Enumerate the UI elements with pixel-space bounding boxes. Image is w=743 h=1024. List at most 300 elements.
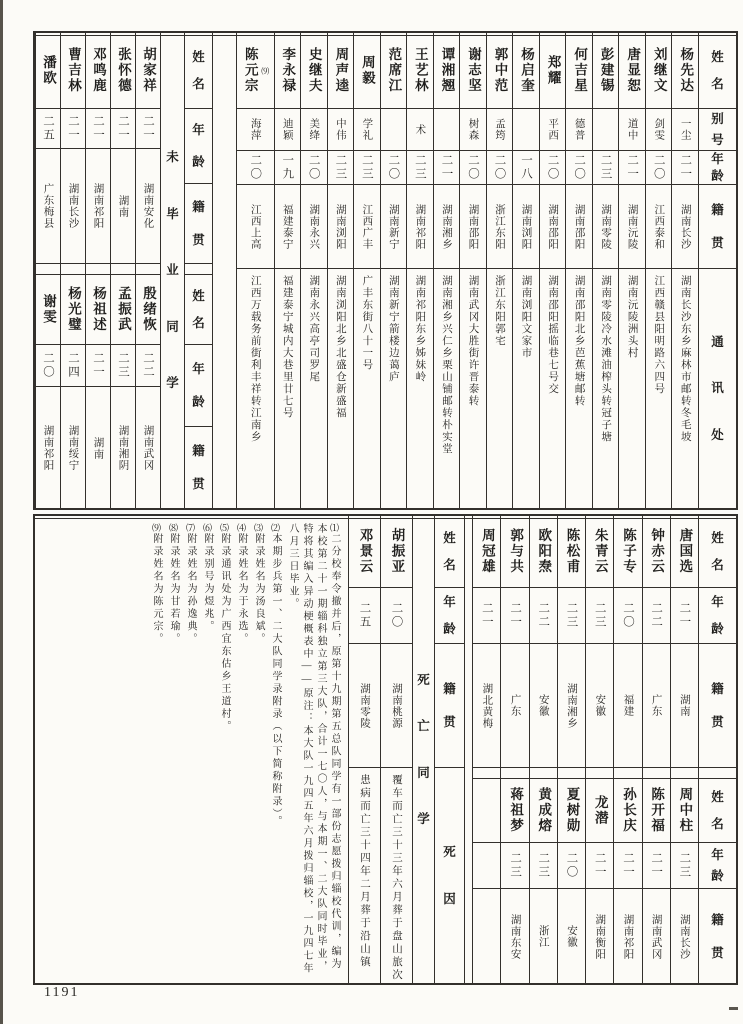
student-column xyxy=(433,33,460,508)
student-name: 杨祖述 xyxy=(91,286,106,333)
header-char: 籍 xyxy=(192,200,205,214)
student-address: 湖南邵阳北乡芭蕉塘邮转 xyxy=(573,275,585,407)
header-char: 年 xyxy=(711,848,724,862)
student-origin: 湖南零陵 xyxy=(359,682,370,729)
student-name: 胡家祥 xyxy=(141,47,156,94)
student-origin-cell xyxy=(614,889,641,984)
header-char: 贯 xyxy=(711,235,724,250)
student-origin: 江西广丰 xyxy=(361,203,373,250)
student-name: 刘继文 xyxy=(651,47,667,94)
student-alias: 中伟 xyxy=(334,118,346,141)
dec-header-age-chars xyxy=(435,588,464,643)
header-char: 姓 xyxy=(711,50,724,64)
bot-header-age-2 xyxy=(699,843,736,889)
header-char: 籍 xyxy=(711,203,724,217)
student-address-cell xyxy=(566,269,592,508)
header-char: 名 xyxy=(192,76,205,91)
student-age-cell xyxy=(501,588,528,644)
unfinished-student-column xyxy=(500,516,528,983)
student-name: 周冠雄 xyxy=(479,528,495,575)
student-age: 二〇 xyxy=(307,154,320,181)
student-name-cell xyxy=(136,275,160,345)
student-origin: 湖南湘乡 xyxy=(566,682,578,729)
student-name-cell xyxy=(530,779,557,843)
student-name: 钟赤云 xyxy=(649,528,665,575)
student-name: 夏树勋 xyxy=(564,787,580,834)
student-name: 龙潜 xyxy=(592,795,608,826)
label-char: 学 xyxy=(417,812,430,826)
student-column xyxy=(618,33,645,508)
student-address: 湖南浏阳北乡北盛仓新盛福 xyxy=(334,275,346,419)
student-alias: 学礼 xyxy=(361,118,373,141)
student-origin-cell xyxy=(86,387,110,509)
header-char: 贯 xyxy=(711,714,724,729)
student-name: 谢雯 xyxy=(41,294,56,325)
unfinished-section xyxy=(35,33,236,508)
student-alias-cell xyxy=(593,109,619,151)
deceased-section-label xyxy=(412,516,434,983)
dec-header-origin xyxy=(435,644,464,768)
student-origin: 湖南邵阳 xyxy=(467,203,479,250)
label-char: 同 xyxy=(166,319,179,334)
student-column xyxy=(236,33,274,508)
student-origin-cell xyxy=(36,387,60,509)
student-age-cell xyxy=(349,588,380,644)
header-char: 号 xyxy=(711,132,724,147)
student-age: 二一 xyxy=(92,115,104,142)
student-origin: 湖南 xyxy=(117,194,129,218)
student-age: 二一 xyxy=(678,602,691,629)
footnote-text: 附录姓名为陈元宗。 xyxy=(151,533,162,646)
student-age-cell xyxy=(460,151,486,185)
student-origin: 安徽 xyxy=(594,694,606,717)
student-age: 二一 xyxy=(626,154,639,181)
student-origin-cell xyxy=(237,185,274,269)
student-age: 二一 xyxy=(593,852,606,879)
student-origin: 湖南浏阳 xyxy=(334,203,346,250)
student-origin: 湖南绥宁 xyxy=(67,425,79,471)
student-origin: 湖南东安 xyxy=(509,913,521,960)
unfinished-student-column xyxy=(585,516,613,983)
header-char: 讯 xyxy=(711,381,724,396)
student-name: 何吉星 xyxy=(572,47,588,94)
student-name: 彭建锡 xyxy=(598,47,614,94)
student-age-cell xyxy=(586,843,613,889)
student-origin-cell xyxy=(593,185,619,269)
footnote-text: 附录别号为煜兆。 xyxy=(202,533,213,633)
student-origin-cell xyxy=(301,185,327,269)
footnote-marker: ⑼ xyxy=(260,66,270,75)
student-origin: 湖南湘阴 xyxy=(117,425,129,471)
student-address: 广丰东街八十一号 xyxy=(361,275,373,371)
header-char: 龄 xyxy=(192,155,205,169)
unfinished-student-column xyxy=(642,516,670,983)
header-origin xyxy=(699,185,736,269)
student-origin: 湖南新宁 xyxy=(387,203,399,250)
deceased-header-column xyxy=(434,516,464,983)
student-origin-cell xyxy=(619,185,645,269)
student-name-cell xyxy=(513,33,539,109)
student-age-cell xyxy=(36,109,60,149)
student-origin-cell xyxy=(671,644,698,768)
student-name: 曹吉林 xyxy=(66,47,81,94)
student-age-cell xyxy=(111,345,135,387)
student-age-cell xyxy=(473,588,500,644)
student-name: 陈松甫 xyxy=(564,528,580,575)
student-name: 孟振武 xyxy=(116,286,131,333)
student-column xyxy=(592,33,619,508)
student-age-cell xyxy=(473,843,500,889)
student-address: 湖南浏阳文家市 xyxy=(520,275,532,359)
student-age-cell xyxy=(407,151,433,185)
student-name-cell xyxy=(275,33,301,109)
student-origin: 湖南邵阳 xyxy=(573,203,585,250)
student-death-cause-cell xyxy=(349,768,380,983)
band-divider xyxy=(558,768,585,779)
student-origin-cell xyxy=(558,889,585,984)
student-age: 二〇 xyxy=(42,352,54,379)
student-age: 二〇 xyxy=(652,154,665,181)
student-age-cell xyxy=(646,151,672,185)
header-char: 籍 xyxy=(711,913,724,927)
unfinished-student-column xyxy=(135,33,160,508)
footnote xyxy=(200,523,214,977)
footnote xyxy=(251,523,265,977)
student-origin-cell xyxy=(643,889,670,984)
student-origin-cell xyxy=(36,149,60,264)
student-alias-cell xyxy=(275,109,301,151)
student-name-cell xyxy=(530,516,557,588)
student-name-cell xyxy=(566,33,592,109)
student-address-cell xyxy=(237,269,274,508)
student-alias-cell xyxy=(407,109,433,151)
top-table xyxy=(33,31,738,510)
student-name-cell xyxy=(643,516,670,588)
unfinished-section-label xyxy=(160,33,184,508)
student-name: 黄成熔 xyxy=(536,787,552,834)
student-age: 二一 xyxy=(509,602,522,629)
header-char: 龄 xyxy=(711,168,724,183)
student-name: 唐显恕 xyxy=(625,47,641,94)
student-age-cell xyxy=(672,151,698,185)
header-char: 籍 xyxy=(711,682,724,696)
student-address-cell xyxy=(381,269,407,508)
student-origin-cell xyxy=(473,644,500,768)
unfinished-header-column xyxy=(184,33,212,508)
dec-header-cause-chars xyxy=(435,768,464,983)
student-age-cell xyxy=(136,345,160,387)
student-origin-cell xyxy=(530,889,557,984)
student-origin: 湖南 xyxy=(678,694,690,717)
label-char: 亡 xyxy=(417,719,430,733)
student-name: 范席江 xyxy=(386,47,402,94)
band-divider xyxy=(473,768,500,779)
footnote-number: ⑺ xyxy=(185,523,195,533)
student-name-cell xyxy=(487,33,513,109)
header-char: 姓 xyxy=(443,531,456,545)
bot-header-origin-2-chars xyxy=(699,889,736,984)
label-char: 学 xyxy=(166,376,179,391)
bottom-table xyxy=(33,514,738,985)
student-name-cell xyxy=(381,516,412,588)
student-column xyxy=(353,33,380,508)
footnotes-region xyxy=(35,516,348,983)
unfinished-student-column xyxy=(110,33,135,508)
label-char: 同 xyxy=(417,765,430,780)
footnote-number: ⑴ xyxy=(329,523,339,533)
student-name-cell xyxy=(586,779,613,843)
student-name-cell xyxy=(540,33,566,109)
header-char: 姓 xyxy=(192,289,205,303)
student-address-cell xyxy=(513,269,539,508)
student-origin: 湖南长沙 xyxy=(679,203,691,250)
student-address: 江西万载务前街利丰祥转江南乡 xyxy=(249,275,261,443)
student-name: 周声逵 xyxy=(333,47,349,94)
header-char: 龄 xyxy=(711,621,724,636)
student-name-cell xyxy=(136,33,160,109)
student-age-cell xyxy=(501,843,528,889)
page-number: 1191 xyxy=(44,985,80,1000)
student-name: 蒋祖梦 xyxy=(508,787,524,834)
student-origin-cell xyxy=(487,185,513,269)
student-alias: 迪颖 xyxy=(281,118,293,141)
unf-header-age-chars xyxy=(185,109,212,183)
student-alias: 平西 xyxy=(547,118,559,141)
student-name: 王艺林 xyxy=(412,47,428,94)
student-name-cell xyxy=(434,33,460,109)
student-name-cell xyxy=(86,33,110,109)
student-name-cell xyxy=(672,33,698,109)
student-name-cell xyxy=(586,516,613,588)
student-name: 周毅 xyxy=(359,55,375,86)
student-age-cell xyxy=(487,151,513,185)
student-origin-cell xyxy=(328,185,354,269)
header-char: 名 xyxy=(192,315,205,330)
student-age-cell xyxy=(381,151,407,185)
unfinished-student-column xyxy=(472,516,500,983)
unfinished-student-column xyxy=(529,516,557,983)
student-age: 二二 xyxy=(142,352,154,379)
header-age xyxy=(699,151,736,185)
header-char: 名 xyxy=(711,816,724,831)
student-origin: 湖南祁阳 xyxy=(92,183,104,229)
student-alias-cell xyxy=(434,109,460,151)
student-name-cell xyxy=(558,779,585,843)
header-char: 别 xyxy=(711,112,724,126)
unf-header-origin-2-chars xyxy=(185,427,212,508)
student-age: 二三 xyxy=(360,154,373,181)
student-origin-cell xyxy=(111,149,135,264)
student-name-cell xyxy=(646,33,672,109)
band-divider xyxy=(530,768,557,779)
band-divider xyxy=(86,264,110,275)
student-age-cell xyxy=(540,151,566,185)
student-name-cell xyxy=(614,516,641,588)
deceased-student-column xyxy=(380,516,412,983)
student-address: 湖南沅陵洲头村 xyxy=(626,275,638,359)
student-name-cell xyxy=(36,33,60,109)
student-address: 湖南武冈大胜街许晋泰转 xyxy=(467,275,479,407)
student-age: 二一 xyxy=(621,852,634,879)
student-age-cell xyxy=(301,151,327,185)
student-age: 二〇 xyxy=(249,154,262,181)
student-name-cell xyxy=(501,516,528,588)
header-address-chars xyxy=(699,269,736,508)
student-age-cell xyxy=(61,109,85,149)
student-name: 杨光璧 xyxy=(66,286,81,333)
student-origin-cell xyxy=(61,387,85,509)
student-origin: 浙江东阳 xyxy=(494,203,506,250)
student-age-cell xyxy=(593,151,619,185)
unf-header-name-chars xyxy=(185,33,212,108)
student-name-cell xyxy=(349,516,380,588)
student-address-cell xyxy=(593,269,619,508)
student-age: 二一 xyxy=(480,602,493,629)
student-age-cell xyxy=(275,151,301,185)
unf-header-origin xyxy=(185,184,212,264)
student-alias: 剑雯 xyxy=(653,118,665,141)
footnote-text: 附录姓名为于永选。 xyxy=(236,533,247,646)
student-alias: 海萍 xyxy=(249,118,261,141)
footnote xyxy=(166,523,180,977)
student-address: 湖南邵阳摇临巷七号交 xyxy=(547,275,559,395)
student-origin: 湖南长沙 xyxy=(678,913,690,960)
student-origin-cell xyxy=(61,149,85,264)
deceased-student-column xyxy=(348,516,380,983)
student-address: 湖南零陵冷水滩油榨头转冠子塘 xyxy=(600,275,612,443)
student-name-cell xyxy=(301,33,327,109)
student-name-cell xyxy=(614,779,641,843)
student-age-cell xyxy=(643,843,670,889)
band-divider xyxy=(136,264,160,275)
student-age-cell xyxy=(86,109,110,149)
unfinished-student-column xyxy=(85,33,110,508)
student-address: 湖南祁阳东乡姊妹岭 xyxy=(414,275,426,383)
header-char: 籍 xyxy=(192,444,205,458)
student-alias: 树森 xyxy=(467,118,479,141)
student-address: 湖南长沙东乡麻林市邮转冬毛坡 xyxy=(679,275,691,443)
footnote xyxy=(217,523,231,977)
student-address-cell xyxy=(672,269,698,508)
student-alias: 一尘 xyxy=(679,118,691,141)
student-age: 一八 xyxy=(520,154,533,181)
student-address-cell xyxy=(354,269,380,508)
student-age-cell xyxy=(354,151,380,185)
bot-header-origin xyxy=(699,644,736,768)
label-char: 业 xyxy=(166,263,179,278)
dec-header-origin-chars xyxy=(435,644,464,767)
student-origin-cell xyxy=(643,644,670,768)
student-age-cell xyxy=(136,109,160,149)
student-name: 孙长庆 xyxy=(620,787,636,834)
student-alias-cell xyxy=(237,109,274,151)
footnote-number: ⑸ xyxy=(219,523,229,533)
footnote-number: ⑼ xyxy=(151,523,161,533)
student-address: 江西赣县阳明路六四号 xyxy=(653,275,665,395)
unfinished-continued-section xyxy=(464,516,736,983)
student-name-cell xyxy=(473,516,500,588)
footnote-text: 附录姓名为孙逸典。 xyxy=(185,533,196,646)
student-alias-cell xyxy=(672,109,698,151)
header-char: 名 xyxy=(711,557,724,572)
footnote-number: ⑵ xyxy=(270,523,280,533)
student-origin-cell xyxy=(136,149,160,264)
student-address-cell xyxy=(407,269,433,508)
student-origin: 湖南桃源 xyxy=(391,682,402,729)
student-column xyxy=(512,33,539,508)
student-origin-cell xyxy=(136,387,160,509)
student-name: 陈子专 xyxy=(620,528,636,575)
header-name xyxy=(699,33,736,109)
label-char: 未 xyxy=(166,150,179,165)
student-alias-cell xyxy=(566,109,592,151)
student-age: 二〇 xyxy=(565,852,578,879)
student-age-cell xyxy=(61,345,85,387)
student-age: 二三 xyxy=(599,154,612,181)
student-origin: 湖北黄梅 xyxy=(481,682,493,729)
band-divider xyxy=(61,264,85,275)
footnote-number: ⑻ xyxy=(168,523,178,533)
student-alias-cell xyxy=(646,109,672,151)
footnote xyxy=(183,523,197,977)
student-name-cell xyxy=(237,33,274,109)
student-age: 二一 xyxy=(679,154,692,181)
bot-header-name-2-chars xyxy=(699,779,736,842)
graduates-section xyxy=(236,33,736,508)
student-origin: 湖南邵阳 xyxy=(547,203,559,250)
student-address-cell xyxy=(275,269,301,508)
student-name: 欧阳焘 xyxy=(536,528,552,575)
student-age: 二四 xyxy=(67,352,79,379)
band-divider xyxy=(111,264,135,275)
student-age-cell xyxy=(328,151,354,185)
dec-header-name xyxy=(435,516,464,588)
header-char: 通 xyxy=(711,334,724,349)
student-age: 二一 xyxy=(67,115,79,142)
footnote-text: 附录姓名为汤良斌。 xyxy=(253,533,264,646)
student-age: 二一 xyxy=(650,852,663,879)
student-address: 福建泰宁城内大巷里廿七号 xyxy=(281,275,293,419)
top-header-column xyxy=(698,33,736,508)
header-char: 龄 xyxy=(711,868,724,883)
header-age-chars xyxy=(699,151,736,184)
student-origin: 江西上高 xyxy=(249,203,261,250)
student-address-cell xyxy=(460,269,486,508)
student-address: 湖南湘乡兴仁乡栗山铺邮转朴实堂 xyxy=(440,275,452,455)
student-origin: 福建泰宁 xyxy=(281,203,293,250)
student-address-cell xyxy=(434,269,460,508)
bottom-header-column xyxy=(698,516,736,983)
student-alias: 美绛 xyxy=(308,118,320,141)
band-divider xyxy=(699,768,736,779)
scan-edge-artifact xyxy=(0,0,3,1024)
student-column xyxy=(486,33,513,508)
student-column xyxy=(459,33,486,508)
student-name-cell xyxy=(328,33,354,109)
header-char: 年 xyxy=(711,152,724,166)
student-origin-cell xyxy=(354,185,380,269)
student-age: 二三 xyxy=(117,352,129,379)
footnote xyxy=(285,523,341,977)
student-age-cell xyxy=(530,588,557,644)
footnote-text: 本期步兵第一、二大队同学录附录（以下简称附录）。 xyxy=(270,533,281,828)
student-address-cell xyxy=(487,269,513,508)
student-age: 二〇 xyxy=(466,154,479,181)
student-age: 二三 xyxy=(678,852,691,879)
student-origin-cell xyxy=(434,185,460,269)
student-name: 潘欧 xyxy=(41,55,56,86)
student-name: 郑耀 xyxy=(545,55,561,86)
